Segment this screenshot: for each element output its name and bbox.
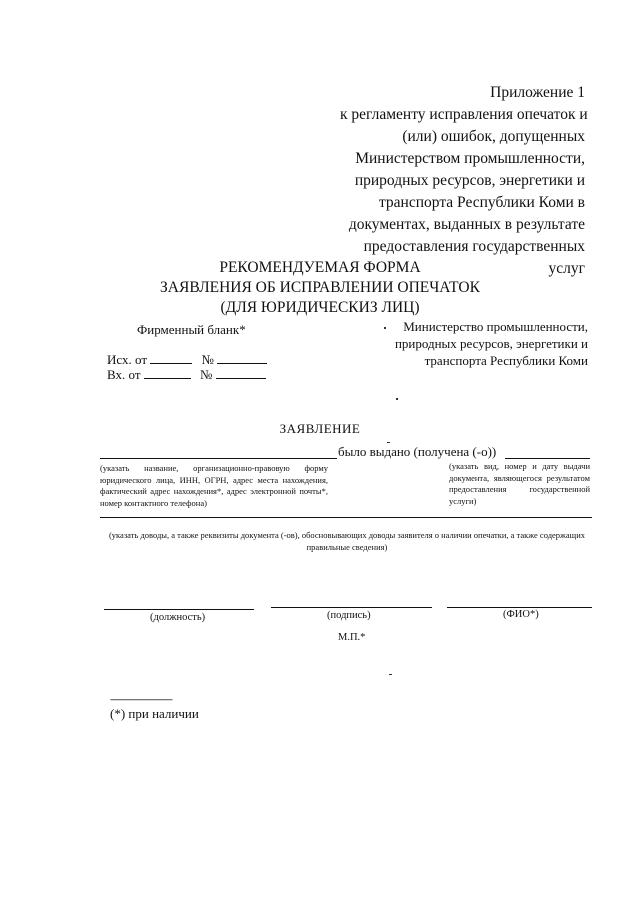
document-input-line[interactable] — [505, 458, 590, 459]
appendix-line: к регламенту исправления опечаток и — [340, 106, 588, 123]
reasons-hint: (указать доводы, а также реквизиты документа (-ов), обосновывающих доводы заявителя о наличии опечатки, а также содержащих правильные сведения) — [108, 530, 586, 552]
scan-speck — [384, 327, 386, 329]
incoming-ref — [107, 366, 266, 383]
appendix-reference — [340, 82, 588, 280]
scan-speck — [396, 398, 398, 400]
name-caption: (ФИО*) — [503, 609, 539, 620]
footnote-text: (*) при наличии — [110, 706, 199, 721]
outgoing-number-field[interactable] — [217, 351, 267, 364]
appendix-line: услуг — [548, 260, 585, 277]
applicant-hint: (указать название, организационно-правовую форму юридического лица, ИНН, ОГРН, адрес места нахождения, фактический адрес нахождения*, адрес электронной почты*, номер контактного телефона) — [100, 463, 328, 508]
footnote-rule: ------------------------------- — [110, 694, 172, 704]
scan-speck — [389, 674, 392, 675]
position-caption: (должность) — [150, 612, 206, 623]
appendix-line: Министерством промышленности, — [355, 150, 585, 167]
recipient-line: природных ресурсов, энергетики и — [394, 336, 588, 351]
form-title-line: (ДЛЯ ЮРИДИЧЕСКИЗ ЛИЦ) — [220, 299, 420, 316]
stamp-label: М.П.* — [338, 632, 366, 643]
recipient-line: транспорта Республики Коми — [424, 353, 588, 368]
letterhead-label: Фирменный бланк* — [137, 322, 246, 337]
incoming-number-field[interactable] — [216, 366, 266, 379]
position-input-line[interactable] — [104, 609, 254, 610]
recipient-line: Министерство промышленности, — [403, 319, 588, 334]
form-title-line: ЗАЯВЛЕНИЯ ОБ ИСПРАВЛЕНИИ ОПЕЧАТОК — [160, 279, 480, 296]
outgoing-number-sign: № — [201, 352, 214, 367]
statement-title: ЗАЯВЛЕНИЕ — [279, 421, 361, 436]
appendix-line: природных ресурсов, энергетики и — [354, 172, 585, 189]
incoming-number-sign: № — [200, 367, 213, 382]
name-input-line[interactable] — [447, 607, 592, 608]
scan-speck — [387, 442, 390, 443]
appendix-line: (или) ошибок, допущенных — [402, 128, 585, 145]
form-title-line: РЕКОМЕНДУЕМАЯ ФОРМА — [219, 259, 421, 276]
reasons-input-line[interactable] — [100, 517, 592, 518]
recipient-block — [380, 318, 588, 369]
signature-input-line[interactable] — [271, 607, 432, 608]
signature-caption: (подпись) — [327, 610, 371, 621]
appendix-line: предоставления государственных — [363, 238, 585, 255]
appendix-line: Приложение 1 — [490, 84, 585, 101]
incoming-label: Вх. от — [107, 367, 141, 382]
outgoing-label: Исх. от — [107, 352, 147, 367]
outgoing-date-field[interactable] — [150, 351, 192, 364]
appendix-line: транспорта Республики Коми в — [378, 194, 585, 211]
incoming-date-field[interactable] — [144, 366, 191, 379]
form-title — [150, 258, 490, 318]
appendix-line: документах, выданных в результате — [348, 216, 585, 233]
applicant-input-line[interactable] — [100, 458, 337, 459]
issued-text: было выдано (получена (-о)) — [338, 444, 497, 459]
document-hint: (указать вид, номер и дату выдачи документа, являющегося результатом предоставления государственной услуги) — [449, 461, 590, 506]
